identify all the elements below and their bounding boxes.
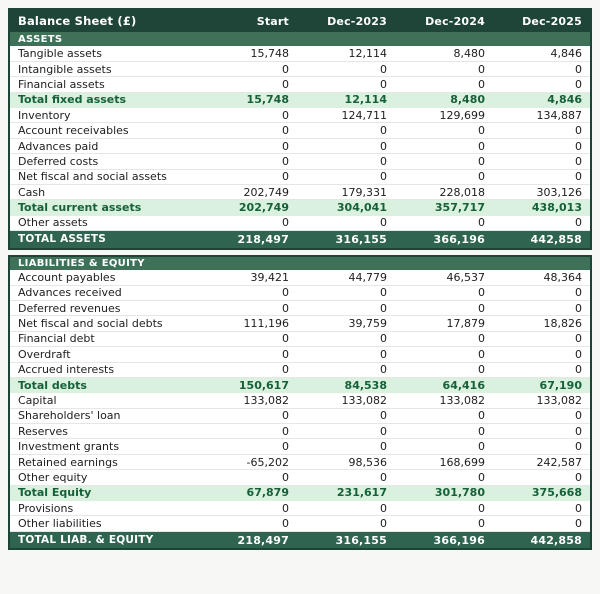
cell-value: 0 <box>478 440 485 454</box>
cell-value: 84,538 <box>344 378 387 392</box>
cell-value: 0 <box>282 124 289 138</box>
cell-value: 218,497 <box>237 232 289 246</box>
cell-value: 0 <box>380 409 387 423</box>
liabilities-equity-block <box>8 255 592 551</box>
row-label: Financial debt <box>18 332 95 346</box>
cell-value: 0 <box>478 409 485 423</box>
cell-value: 0 <box>282 424 289 438</box>
table-row <box>9 169 591 184</box>
cell-value: 0 <box>282 501 289 515</box>
row-label: Intangible assets <box>18 62 112 76</box>
cell-value: 202,749 <box>238 201 289 215</box>
subtotal-row <box>9 377 591 392</box>
row-label: Accrued interests <box>18 363 115 377</box>
table-row <box>9 185 591 200</box>
row-label: Overdraft <box>18 347 71 361</box>
cell-value: 0 <box>478 301 485 315</box>
cell-value: 67,190 <box>539 378 582 392</box>
cell-value: 0 <box>478 170 485 184</box>
table-row <box>9 516 591 531</box>
cell-value: 0 <box>575 139 582 153</box>
cell-value: 0 <box>478 424 485 438</box>
cell-value: 8,480 <box>453 46 485 60</box>
row-label: Provisions <box>18 501 74 515</box>
row-label: Cash <box>18 185 46 199</box>
row-label: Other liabilities <box>18 517 102 531</box>
cell-value: 0 <box>478 347 485 361</box>
cell-value: 0 <box>478 470 485 484</box>
cell-value: 0 <box>575 424 582 438</box>
table-row <box>9 424 591 439</box>
table-title: Balance Sheet (£) <box>18 14 137 28</box>
cell-value: 0 <box>380 77 387 91</box>
cell-value: 0 <box>380 470 387 484</box>
cell-value: 0 <box>282 347 289 361</box>
cell-value: 366,196 <box>433 232 485 246</box>
row-label: Account payables <box>18 270 116 284</box>
table-row <box>9 285 591 300</box>
cell-value: 150,617 <box>238 378 289 392</box>
cell-value: 0 <box>282 170 289 184</box>
row-label: Retained earnings <box>18 455 118 469</box>
cell-value: 0 <box>575 154 582 168</box>
cell-value: 0 <box>478 77 485 91</box>
row-label: Inventory <box>18 108 71 122</box>
section-header-row <box>9 32 591 46</box>
cell-value: 357,717 <box>434 201 485 215</box>
cell-value: 0 <box>282 517 289 531</box>
row-label: Reserves <box>18 424 68 438</box>
cell-value: 0 <box>575 517 582 531</box>
table-row <box>9 408 591 423</box>
cell-value: 0 <box>478 154 485 168</box>
column-header-dec-2025: Dec-2025 <box>522 14 582 28</box>
cell-value: 0 <box>478 501 485 515</box>
cell-value: 124,711 <box>341 108 387 122</box>
table-row <box>9 154 591 169</box>
cell-value: 316,155 <box>335 533 387 547</box>
cell-value: 8,480 <box>450 93 485 107</box>
cell-value: 18,826 <box>543 317 582 331</box>
section-header-label: LIABILITIES & EQUITY <box>18 257 145 269</box>
row-label: Tangible assets <box>18 46 102 60</box>
cell-value: 0 <box>478 332 485 346</box>
cell-value: 0 <box>282 286 289 300</box>
cell-value: 0 <box>282 108 289 122</box>
cell-value: 0 <box>380 363 387 377</box>
table-row <box>9 362 591 377</box>
cell-value: 0 <box>575 347 582 361</box>
cell-value: 4,846 <box>550 46 582 60</box>
assets-section-body <box>9 32 591 249</box>
cell-value: 0 <box>575 286 582 300</box>
row-label: Advances received <box>18 286 122 300</box>
row-label: Other equity <box>18 470 88 484</box>
table-header-row <box>9 9 591 32</box>
cell-value: 316,155 <box>335 232 387 246</box>
cell-value: 133,082 <box>536 394 582 407</box>
cell-value: 12,114 <box>344 93 387 107</box>
cell-value: 12,114 <box>348 46 387 60</box>
cell-value: 0 <box>478 216 485 230</box>
cell-value: 133,082 <box>341 394 387 407</box>
cell-value: 179,331 <box>341 185 387 199</box>
row-label: Net fiscal and social debts <box>18 317 163 331</box>
cell-value: 0 <box>380 62 387 76</box>
cell-value: 0 <box>575 77 582 91</box>
row-label: Deferred costs <box>18 154 99 168</box>
cell-value: 202,749 <box>243 185 289 199</box>
cell-value: 0 <box>380 216 387 230</box>
cell-value: 442,858 <box>530 533 582 547</box>
row-label: Deferred revenues <box>18 301 121 315</box>
row-label: Financial assets <box>18 77 105 91</box>
cell-value: 64,416 <box>442 378 485 392</box>
subtotal-row <box>9 485 591 500</box>
cell-value: 438,013 <box>531 201 582 215</box>
table-row <box>9 454 591 469</box>
cell-value: 0 <box>575 301 582 315</box>
cell-value: 0 <box>478 517 485 531</box>
cell-value: 242,587 <box>536 455 582 469</box>
cell-value: 0 <box>282 301 289 315</box>
cell-value: 0 <box>478 139 485 153</box>
cell-value: 303,126 <box>536 185 582 199</box>
cell-value: 0 <box>282 363 289 377</box>
cell-value: 301,780 <box>434 486 485 500</box>
table-row <box>9 77 591 92</box>
cell-value: 15,748 <box>246 93 289 107</box>
cell-value: 0 <box>575 501 582 515</box>
cell-value: 0 <box>478 62 485 76</box>
table-row <box>9 347 591 362</box>
cell-value: 0 <box>282 470 289 484</box>
cell-value: 0 <box>282 77 289 91</box>
row-label: Capital <box>18 394 57 407</box>
table-row <box>9 316 591 331</box>
grand-total-row <box>9 531 591 549</box>
row-label: Total Equity <box>18 486 92 500</box>
table-row <box>9 300 591 315</box>
cell-value: 0 <box>575 470 582 484</box>
table-row <box>9 138 591 153</box>
cell-value: 15,748 <box>250 46 289 60</box>
cell-value: 0 <box>575 440 582 454</box>
cell-value: 0 <box>575 216 582 230</box>
cell-value: 0 <box>380 347 387 361</box>
row-label: Total current assets <box>18 201 142 215</box>
grand-total-row <box>9 231 591 249</box>
cell-value: 228,018 <box>439 185 485 199</box>
table-row <box>9 331 591 346</box>
cell-value: -65,202 <box>246 455 289 469</box>
cell-value: 0 <box>380 154 387 168</box>
table-row <box>9 61 591 76</box>
grand-total-label: TOTAL ASSETS <box>18 233 106 246</box>
cell-value: 0 <box>282 62 289 76</box>
subtotal-row <box>9 92 591 107</box>
table-row <box>9 393 591 408</box>
cell-value: 67,879 <box>246 486 289 500</box>
row-label: Account receivables <box>18 124 129 138</box>
cell-value: 0 <box>380 332 387 346</box>
cell-value: 0 <box>575 124 582 138</box>
cell-value: 133,082 <box>439 394 485 407</box>
section-header-row <box>9 256 591 270</box>
cell-value: 4,846 <box>547 93 582 107</box>
row-label: Investment grants <box>18 440 120 454</box>
cell-value: 0 <box>380 170 387 184</box>
cell-value: 0 <box>282 154 289 168</box>
cell-value: 133,082 <box>243 394 289 407</box>
cell-value: 46,537 <box>446 270 485 284</box>
cell-value: 0 <box>478 286 485 300</box>
cell-value: 48,364 <box>543 270 582 284</box>
liabilities-equity-section-body <box>9 256 591 550</box>
row-label: Other assets <box>18 216 88 230</box>
cell-value: 0 <box>282 440 289 454</box>
row-label: Net fiscal and social assets <box>18 170 167 184</box>
cell-value: 0 <box>478 363 485 377</box>
cell-value: 0 <box>380 286 387 300</box>
cell-value: 0 <box>380 424 387 438</box>
column-header-start: Start <box>256 14 289 28</box>
cell-value: 111,196 <box>243 317 289 331</box>
table-row <box>9 439 591 454</box>
cell-value: 0 <box>575 170 582 184</box>
table-row <box>9 108 591 123</box>
cell-value: 39,421 <box>250 270 289 284</box>
cell-value: 0 <box>282 332 289 346</box>
cell-value: 0 <box>380 301 387 315</box>
cell-value: 17,879 <box>446 317 485 331</box>
cell-value: 304,041 <box>336 201 387 215</box>
cell-value: 129,699 <box>439 108 485 122</box>
cell-value: 375,668 <box>531 486 582 500</box>
cell-value: 0 <box>575 363 582 377</box>
cell-value: 0 <box>380 124 387 138</box>
row-label: Advances paid <box>18 139 99 153</box>
grand-total-label: TOTAL LIAB. & EQUITY <box>18 534 154 547</box>
cell-value: 0 <box>478 124 485 138</box>
column-header-dec-2024: Dec-2024 <box>425 14 485 28</box>
row-label: Total debts <box>18 378 87 392</box>
cell-value: 0 <box>282 409 289 423</box>
cell-value: 0 <box>380 440 387 454</box>
section-header-label: ASSETS <box>18 33 63 45</box>
cell-value: 0 <box>575 62 582 76</box>
cell-value: 0 <box>575 332 582 346</box>
table-row <box>9 215 591 230</box>
cell-value: 0 <box>380 139 387 153</box>
cell-value: 0 <box>282 216 289 230</box>
table-row <box>9 470 591 485</box>
cell-value: 0 <box>380 517 387 531</box>
cell-value: 442,858 <box>530 232 582 246</box>
subtotal-row <box>9 200 591 215</box>
row-label: Total fixed assets <box>18 93 127 107</box>
table-row <box>9 46 591 61</box>
cell-value: 39,759 <box>348 317 387 331</box>
balance-sheet-report <box>8 8 592 550</box>
cell-value: 231,617 <box>336 486 387 500</box>
cell-value: 98,536 <box>348 455 387 469</box>
assets-block <box>8 8 592 250</box>
cell-value: 44,779 <box>348 270 387 284</box>
cell-value: 0 <box>282 139 289 153</box>
table-row <box>9 270 591 285</box>
cell-value: 366,196 <box>433 533 485 547</box>
cell-value: 0 <box>380 501 387 515</box>
table-row <box>9 123 591 138</box>
cell-value: 134,887 <box>536 108 582 122</box>
column-header-dec-2023: Dec-2023 <box>327 14 387 28</box>
table-row <box>9 501 591 516</box>
row-label: Shareholders' loan <box>18 409 121 423</box>
cell-value: 0 <box>575 409 582 423</box>
cell-value: 218,497 <box>237 533 289 547</box>
cell-value: 168,699 <box>439 455 485 469</box>
